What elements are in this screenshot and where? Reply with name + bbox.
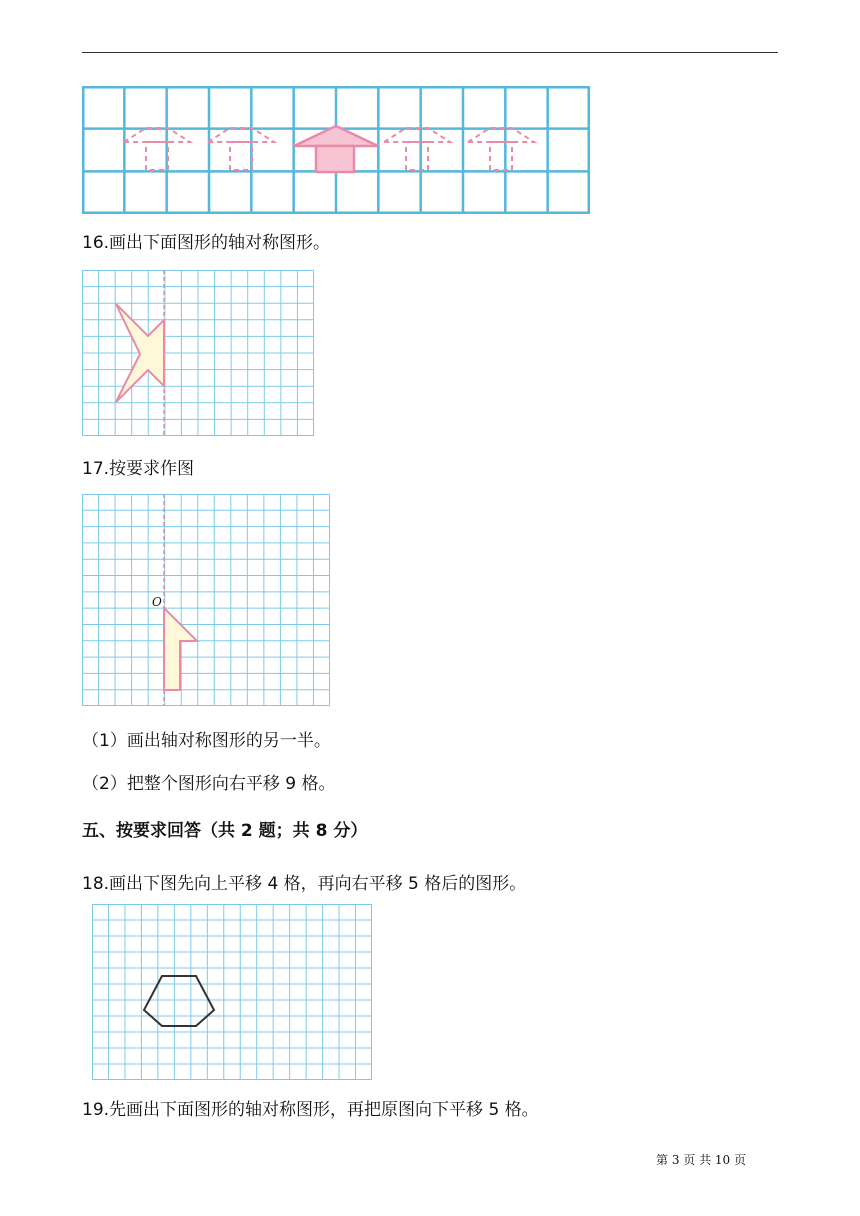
dashed-copy-3 — [384, 128, 450, 170]
question-17-sub-2: （2）把整个图形向右平移 9 格。 — [82, 774, 336, 794]
question-16: 16.画出下面图形的轴对称图形。 — [82, 233, 331, 253]
section-5-heading: 五、按要求回答（共 2 题；共 8 分） — [82, 821, 368, 841]
translation-pattern-grid — [82, 86, 590, 214]
symmetry-grid-16 — [82, 270, 314, 436]
translation-grid-18 — [92, 904, 372, 1080]
header-rule — [82, 52, 778, 53]
question-17: 17.按要求作图 — [82, 459, 195, 479]
half-arrow-shape — [164, 608, 197, 690]
original-mushroom-shape — [294, 126, 378, 172]
page-footer: 第 3 页 共 10 页 — [656, 1153, 746, 1167]
symmetry-grid-17 — [82, 494, 330, 706]
question-19: 19.先画出下面图形的轴对称图形，再把原图向下平移 5 格。 — [82, 1100, 539, 1120]
question-18: 18.画出下图先向上平移 4 格，再向右平移 5 格后的图形。 — [82, 874, 527, 894]
question-17-sub-1: （1）画出轴对称图形的另一半。 — [82, 731, 331, 751]
point-o-label: O — [152, 595, 162, 609]
dashed-copy-2 — [208, 128, 274, 170]
dashed-copy-4 — [468, 128, 534, 170]
dashed-copy-1 — [124, 128, 190, 170]
